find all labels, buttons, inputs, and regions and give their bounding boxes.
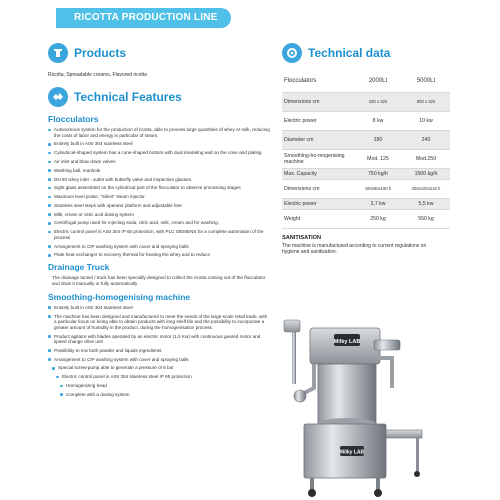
sanitisation-title: SANITISATION	[282, 234, 322, 241]
header-bar	[12, 0, 488, 36]
list-item: Autonomous system for the production of ricotta, able to process large quantities of whey or milk, reducing the costs of labor and energy in particular of steam.	[48, 127, 274, 138]
list-item: Cylindrical-shaped system has a cone-shaped bottom with dual insulating wall on the cone and plating	[48, 150, 274, 156]
list-item: Arrangement to CIP washing system with cover and spraying balls	[48, 244, 274, 250]
table-row	[282, 92, 450, 111]
smoothing-title: Smoothing-homogenising machine	[48, 291, 191, 302]
smoothing-list	[48, 305, 268, 398]
list-item: Milk, cream or citric acid dosing system	[48, 212, 274, 218]
list-item: Product agitator with blades operated by an electric motor (1,5 Kw) with continuous geared motor and speed change drive unit	[48, 334, 268, 345]
table-cell: 430 x 320	[354, 92, 402, 111]
list-item: Plate heat exchanger to recovery thermal for heating the whey and to reduce	[48, 252, 274, 258]
table-row	[282, 168, 450, 179]
products-heading	[48, 40, 274, 66]
table-cell: Electric power	[282, 198, 354, 209]
flocculators-title: Flocculators	[48, 114, 99, 124]
table-cell: 5,5 kw	[402, 198, 450, 209]
technical-data-table	[282, 70, 450, 229]
list-item: Stainless steel steps with operator platform and adjustable feet	[48, 203, 274, 209]
list-item: Special screw-pump able to generate a pressure of 6 bar	[52, 365, 268, 371]
list-item: Complete with a dosing system	[60, 392, 268, 398]
table-cell: 240	[402, 130, 450, 149]
table-cell: 800 x 320	[402, 92, 450, 111]
machine-image	[274, 318, 424, 500]
table-cell: Flocculators	[282, 70, 354, 92]
svg-text:Milky LAB: Milky LAB	[339, 449, 365, 456]
table-cell: 1500 kg/h	[402, 168, 450, 179]
table-row	[282, 179, 450, 198]
table-cell: 160x90x190 h	[354, 179, 402, 198]
drainage-text: The drainage tunnel / truck has been specially designed to collect the ricotta coming out of the flocculator and drain it manually or fully automatically	[52, 274, 266, 287]
products-title: Products	[74, 46, 127, 60]
left-column	[48, 40, 274, 401]
table-row	[282, 70, 450, 92]
list-item: Sight glass assembled on the cylindrical part of the flocculator to observe processing stages	[48, 185, 274, 191]
list-item: Arrangement to CIP washing system with cover and spraying balls	[48, 357, 268, 363]
table-cell: Mod. 125	[354, 149, 402, 168]
list-item: Homogenizing head	[60, 383, 268, 389]
technical-features-title: Technical Features	[74, 90, 182, 104]
table-cell: 8 kw	[354, 111, 402, 130]
table-cell: Dimensions cm	[282, 179, 354, 198]
features-icon	[48, 87, 68, 107]
table-cell: 5000Lt	[402, 70, 450, 92]
list-item: The machine has been designed and manufactured to meet the needs of the large-scale retail trade, with a particular focus on being able to obtain products with long shelf life and the possibility to incorporate a greater amount of humidity in the product, during the homogenisation process.	[48, 314, 268, 331]
products-icon	[48, 43, 68, 63]
table-cell: 250 kg	[354, 209, 402, 228]
table-cell: Weight	[282, 209, 354, 228]
list-item: Centrifugal pump used for injecting soda, citric acid, milk, cream and for washing.	[48, 220, 274, 226]
table-cell: 750 kg/h	[354, 168, 402, 179]
svg-text:Milky LAB: Milky LAB	[333, 339, 361, 345]
list-item: Entirely built in AISI 304 stainless steel	[48, 305, 268, 311]
table-row	[282, 130, 450, 149]
technical-data-heading	[282, 40, 450, 66]
table-row	[282, 209, 450, 228]
page-title: RICOTTA PRODUCTION LINE	[56, 8, 231, 28]
table-row	[282, 198, 450, 209]
table-cell: Max. Capacity	[282, 168, 354, 179]
list-item: Electric control panel in AISI 304 stainless steel IP 65 protection	[56, 374, 268, 380]
technical-features-heading	[48, 84, 274, 110]
list-item: Possibility to mix both powder and liquids ingredients	[48, 348, 268, 354]
list-item: DN 50 whey inlet - outlet with butterfly valve and inspection glasses.	[48, 177, 274, 183]
products-text: Ricotta, Spreadable creams, Flavored ricotta	[48, 72, 147, 78]
table-cell: 2000Lt	[354, 70, 402, 92]
table-row	[282, 149, 450, 168]
table-cell: Diameter cm	[282, 130, 354, 149]
flocculators-list	[48, 127, 274, 258]
list-item: Electric control panel in AISI 304 IP 65 protection, with PLC SIEMENS for a complete automation of the process	[48, 229, 274, 240]
table-cell: Dimensions cm	[282, 92, 354, 111]
sanitisation-text: The machine is manufactured according to current regulations on hygiene and sanitisation.	[282, 242, 427, 255]
list-item: Maximum level probe, "Silent" steam injector	[48, 194, 274, 200]
list-item: Entirely built in AISI 304 stainless steel	[48, 141, 274, 147]
list-item: Air inlet and blow down valves	[48, 159, 274, 165]
list-item: Washing ball, manhole	[48, 168, 274, 174]
right-column	[282, 40, 450, 255]
table-cell: 550 kg	[402, 209, 450, 228]
drainage-title: Drainage Truck	[48, 261, 110, 272]
gear-icon	[282, 43, 302, 63]
table-cell: 180	[354, 130, 402, 149]
table-cell: Electric power	[282, 111, 354, 130]
table-cell: 200x100x215 h	[402, 179, 450, 198]
table-cell: Mod.250	[402, 149, 450, 168]
table-cell: 10 kw	[402, 111, 450, 130]
table-row	[282, 111, 450, 130]
table-cell: Smoothing-ho-mogenising machine	[282, 149, 354, 168]
table-cell: 3,7 kw	[354, 198, 402, 209]
technical-data-title: Technical data	[308, 46, 391, 60]
